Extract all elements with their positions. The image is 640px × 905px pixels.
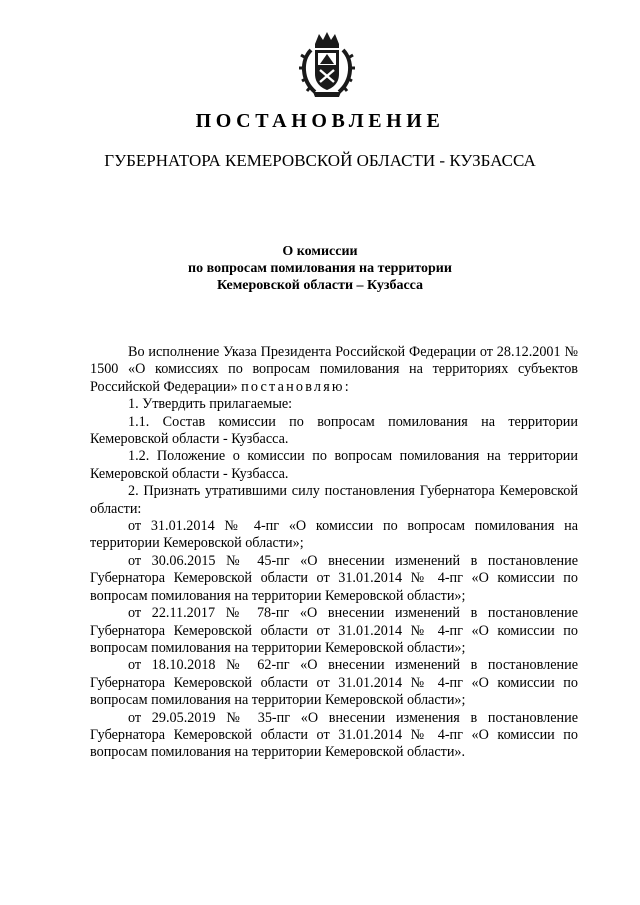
document-body: [90, 344, 578, 762]
body-paragraph: 2. Признать утратившими силу постановления Губернатора Кемеровской области:: [90, 483, 578, 517]
coat-of-arms-icon: [297, 30, 357, 100]
body-paragraph: 1.1. Состав комиссии по вопросам помилования на территории Кемеровской области - Кузбасса.: [90, 413, 578, 448]
body-paragraph: от 18.10.2018 № 62-пг «О внесении изменений в постановление Губернатора Кемеровской области от 31.01.2014 № 4-пг «О комиссии по вопросам помилования на территории Кемеровской области»;: [90, 657, 578, 709]
intro-paragraph: [90, 344, 578, 396]
body-paragraph: 1. Утвердить прилагаемые:: [128, 396, 293, 413]
body-paragraph: от 22.11.2017 № 78-пг «О внесении изменений в постановление Губернатора Кемеровской области от 31.01.2014 № 4-пг «О комиссии по вопросам помилования на территории Кемеровской области»;: [90, 605, 578, 656]
decree-word: постановляю:: [241, 378, 351, 395]
body-paragraph: от 30.06.2015 № 45-пг «О внесении изменений в постановление Губернатора Кемеровской области от 31.01.2014 № 4-пг «О комиссии по вопросам помилования на территории Кемеровской области»;: [90, 552, 578, 604]
body-paragraph: от 29.05.2019 № 35-пг «О внесении изменения в постановление Губернатора Кемеровской области от 31.01.2014 № 4-пг «О комиссии по вопросам помилования на территории Кемеровской области».: [90, 709, 578, 761]
document-title: ПОСТАНОВЛЕНИЕ: [195, 110, 445, 132]
heading-line: Кемеровской области – Кузбасса: [216, 278, 424, 293]
document-subtitle: ГУБЕРНАТОРА КЕМЕРОВСКОЙ ОБЛАСТИ - КУЗБАССА: [104, 151, 536, 170]
heading-line: по вопросам помилования на территории: [188, 261, 452, 276]
document-heading: [0, 243, 640, 294]
intro-text: Во исполнение Указа Президента Российской Федерации от 28.12.2001 № 1500 «О комиссиях по вопросам помилования на территориях субъектов Российской Федерации»: [90, 344, 578, 395]
body-paragraph: от 31.01.2014 № 4-пг «О комиссии по вопросам помилования на территории Кемеровской области»;: [90, 518, 578, 552]
heading-line: О комиссии: [282, 244, 358, 259]
body-paragraph: 1.2. Положение о комиссии по вопросам помилования на территории Кемеровской области - Кузбасса.: [90, 448, 578, 482]
